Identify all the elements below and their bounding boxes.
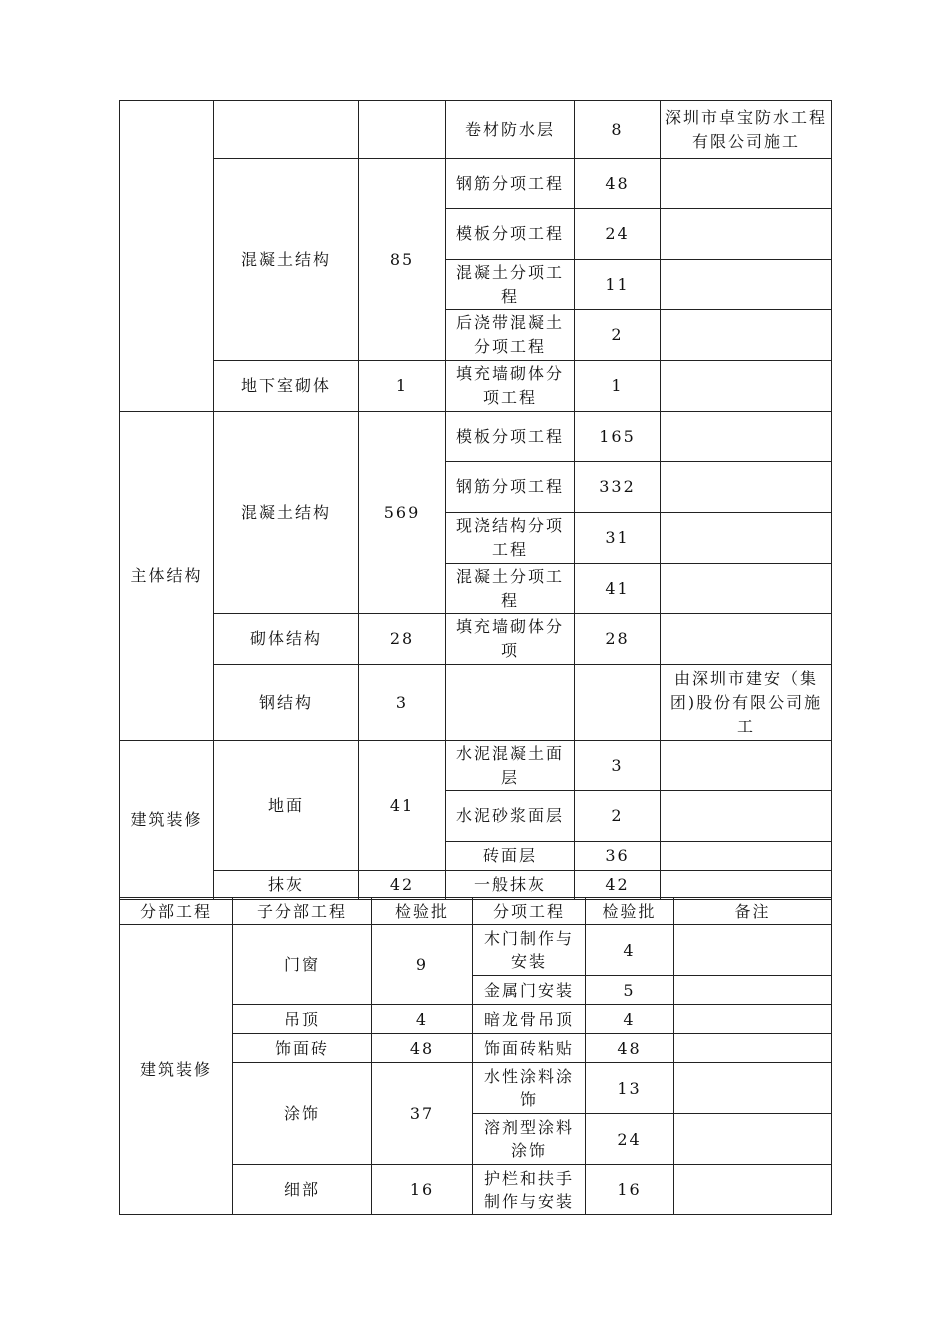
remark-cell bbox=[674, 1165, 832, 1215]
item-cell: 钢筋分项工程 bbox=[446, 159, 575, 209]
item-cell: 卷材防水层 bbox=[446, 101, 575, 159]
remark-cell bbox=[661, 260, 832, 310]
item-batch-cell: 1 bbox=[575, 361, 661, 412]
remark-cell bbox=[661, 842, 832, 871]
item-cell: 现浇结构分项工程 bbox=[446, 513, 575, 564]
item-batch-cell: 8 bbox=[575, 101, 661, 159]
acceptance-table-lower bbox=[119, 897, 832, 1215]
subdivision-cell: 涂饰 bbox=[233, 1063, 372, 1165]
item-batch-cell: 13 bbox=[586, 1063, 674, 1114]
remark-cell bbox=[661, 513, 832, 564]
item-batch-cell: 4 bbox=[586, 925, 674, 976]
item-batch-cell: 31 bbox=[575, 513, 661, 564]
division-cell: 主体结构 bbox=[120, 412, 214, 741]
column-header: 分部工程 bbox=[120, 898, 233, 925]
subdivision-cell: 混凝土结构 bbox=[214, 412, 359, 614]
column-header: 检验批 bbox=[586, 898, 674, 925]
batch-count-cell: 37 bbox=[372, 1063, 473, 1165]
batch-count-cell: 9 bbox=[372, 925, 473, 1005]
remark-cell bbox=[661, 361, 832, 412]
remark-cell bbox=[661, 741, 832, 791]
subdivision-cell: 吊顶 bbox=[233, 1005, 372, 1034]
item-batch-cell: 16 bbox=[586, 1165, 674, 1215]
subdivision-cell: 抹灰 bbox=[214, 871, 359, 900]
item-batch-cell: 24 bbox=[575, 209, 661, 260]
item-batch-cell: 42 bbox=[575, 871, 661, 900]
batch-count-cell: 16 bbox=[372, 1165, 473, 1215]
division-cell: 建筑装修 bbox=[120, 741, 214, 900]
item-cell: 混凝土分项工程 bbox=[446, 564, 575, 614]
acceptance-table-upper bbox=[119, 100, 832, 900]
remark-cell bbox=[661, 614, 832, 665]
subdivision-cell: 混凝土结构 bbox=[214, 159, 359, 361]
batch-count-cell bbox=[359, 101, 446, 159]
remark-cell bbox=[661, 412, 832, 462]
subdivision-cell: 细部 bbox=[233, 1165, 372, 1215]
remark-cell bbox=[661, 209, 832, 260]
batch-count-cell: 42 bbox=[359, 871, 446, 900]
item-batch-cell: 48 bbox=[575, 159, 661, 209]
item-cell: 护栏和扶手制作与安装 bbox=[473, 1165, 586, 1215]
remark-cell: 深圳市卓宝防水工程有限公司施工 bbox=[661, 101, 832, 159]
item-batch-cell: 2 bbox=[575, 310, 661, 361]
column-header: 检验批 bbox=[372, 898, 473, 925]
item-cell: 模板分项工程 bbox=[446, 209, 575, 260]
remark-cell bbox=[661, 791, 832, 842]
subdivision-cell: 地面 bbox=[214, 741, 359, 871]
column-header: 备注 bbox=[674, 898, 832, 925]
division-cell: 建筑装修 bbox=[120, 925, 233, 1215]
division-cell-empty bbox=[120, 101, 214, 412]
item-batch-cell: 5 bbox=[586, 976, 674, 1005]
batch-count-cell: 569 bbox=[359, 412, 446, 614]
item-batch-cell: 48 bbox=[586, 1034, 674, 1063]
item-batch-cell: 2 bbox=[575, 791, 661, 842]
batch-count-cell: 4 bbox=[372, 1005, 473, 1034]
header-row bbox=[120, 898, 832, 925]
item-batch-cell: 28 bbox=[575, 614, 661, 665]
batch-count-cell: 85 bbox=[359, 159, 446, 361]
item-batch-cell bbox=[575, 665, 661, 741]
item-cell: 模板分项工程 bbox=[446, 412, 575, 462]
column-header: 分项工程 bbox=[473, 898, 586, 925]
subdivision-cell: 地下室砌体 bbox=[214, 361, 359, 412]
item-cell: 木门制作与安装 bbox=[473, 925, 586, 976]
item-batch-cell: 36 bbox=[575, 842, 661, 871]
batch-count-cell: 1 bbox=[359, 361, 446, 412]
item-cell: 饰面砖粘贴 bbox=[473, 1034, 586, 1063]
remark-cell bbox=[674, 1114, 832, 1165]
subdivision-cell: 砌体结构 bbox=[214, 614, 359, 665]
item-cell: 填充墙砌体分项 bbox=[446, 614, 575, 665]
item-cell: 后浇带混凝土分项工程 bbox=[446, 310, 575, 361]
subdivision-cell: 钢结构 bbox=[214, 665, 359, 741]
item-batch-cell: 41 bbox=[575, 564, 661, 614]
remark-cell bbox=[661, 564, 832, 614]
remark-cell bbox=[674, 976, 832, 1005]
remark-cell: 由深圳市建安（集团)股份有限公司施工 bbox=[661, 665, 832, 741]
item-batch-cell: 332 bbox=[575, 462, 661, 513]
batch-count-cell: 48 bbox=[372, 1034, 473, 1063]
item-cell: 一般抹灰 bbox=[446, 871, 575, 900]
item-batch-cell: 24 bbox=[586, 1114, 674, 1165]
item-cell: 水泥混凝土面层 bbox=[446, 741, 575, 791]
item-batch-cell: 3 bbox=[575, 741, 661, 791]
remark-cell bbox=[661, 310, 832, 361]
remark-cell bbox=[674, 1063, 832, 1114]
remark-cell bbox=[661, 462, 832, 513]
item-cell: 暗龙骨吊顶 bbox=[473, 1005, 586, 1034]
item-batch-cell: 165 bbox=[575, 412, 661, 462]
item-batch-cell: 11 bbox=[575, 260, 661, 310]
item-cell: 钢筋分项工程 bbox=[446, 462, 575, 513]
subdivision-cell: 饰面砖 bbox=[233, 1034, 372, 1063]
batch-count-cell: 41 bbox=[359, 741, 446, 871]
item-cell: 水性涂料涂饰 bbox=[473, 1063, 586, 1114]
remark-cell bbox=[661, 159, 832, 209]
item-cell bbox=[446, 665, 575, 741]
column-header: 子分部工程 bbox=[233, 898, 372, 925]
item-cell: 水泥砂浆面层 bbox=[446, 791, 575, 842]
batch-count-cell: 3 bbox=[359, 665, 446, 741]
remark-cell bbox=[674, 1034, 832, 1063]
remark-cell bbox=[674, 925, 832, 976]
item-cell: 金属门安装 bbox=[473, 976, 586, 1005]
remark-cell bbox=[674, 1005, 832, 1034]
item-cell: 混凝土分项工程 bbox=[446, 260, 575, 310]
remark-cell bbox=[661, 871, 832, 900]
item-cell: 填充墙砌体分项工程 bbox=[446, 361, 575, 412]
item-cell: 溶剂型涂料涂饰 bbox=[473, 1114, 586, 1165]
item-batch-cell: 4 bbox=[586, 1005, 674, 1034]
batch-count-cell: 28 bbox=[359, 614, 446, 665]
item-cell: 砖面层 bbox=[446, 842, 575, 871]
subdivision-cell bbox=[214, 101, 359, 159]
subdivision-cell: 门窗 bbox=[233, 925, 372, 1005]
